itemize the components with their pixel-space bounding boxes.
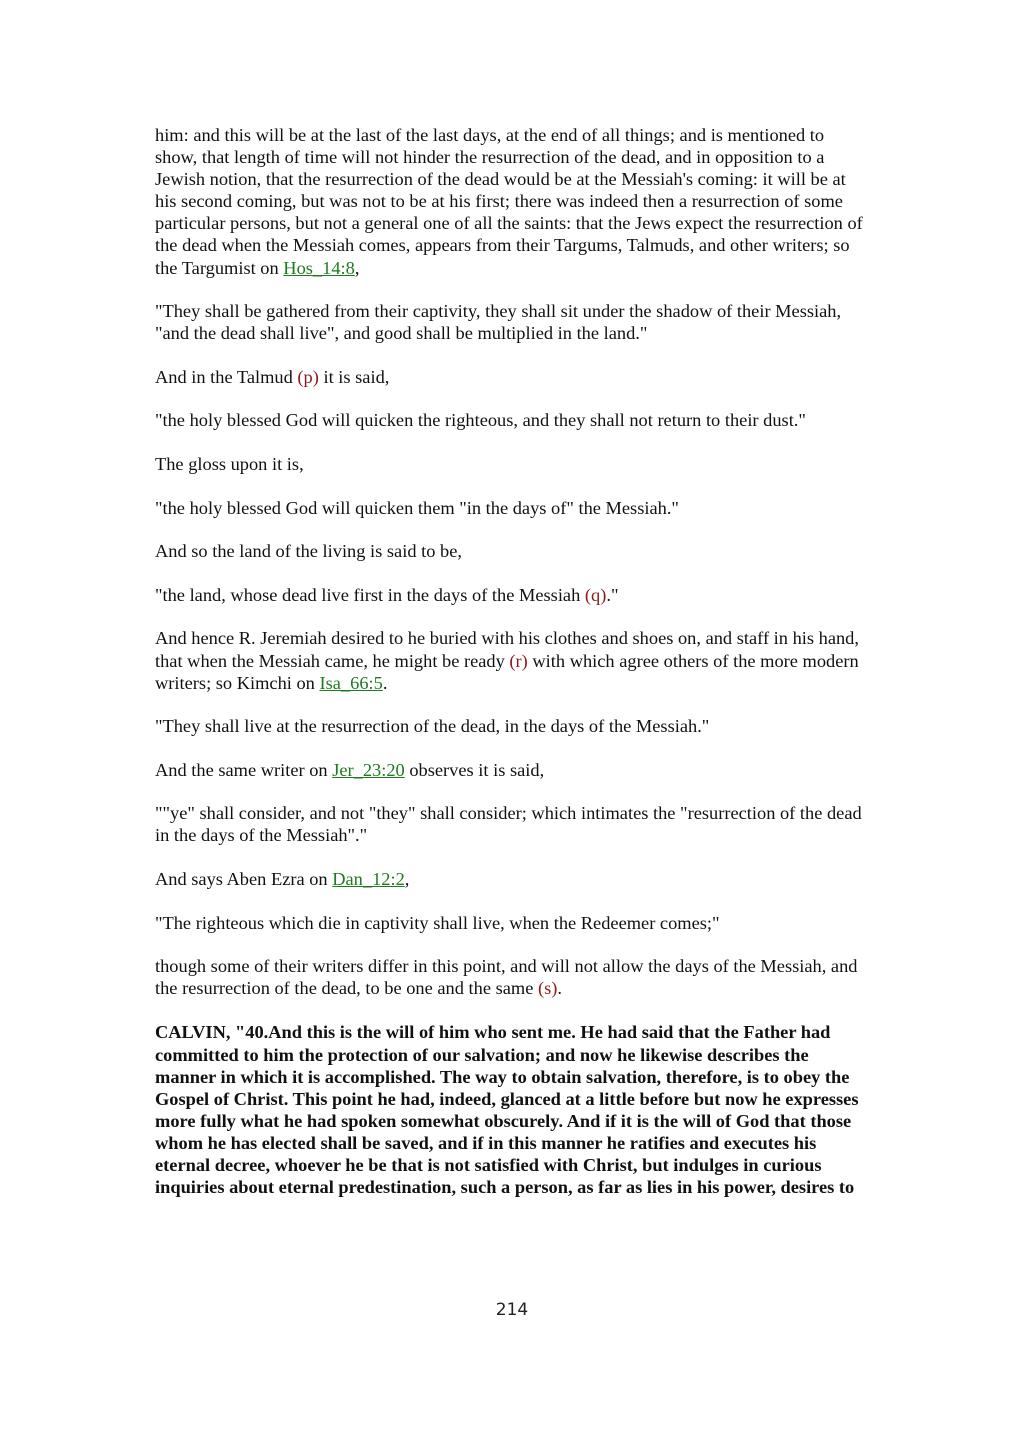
text-run: it is said,	[318, 366, 390, 387]
page-number: 214	[495, 1300, 529, 1320]
paragraph	[155, 366, 867, 388]
paragraph	[155, 912, 867, 934]
paragraph	[155, 300, 867, 344]
isa-66-5-link[interactable]: Isa_66:5	[319, 672, 383, 693]
paragraph	[155, 584, 867, 606]
text-run: "the holy blessed God will quicken them "in the days of" the Messiah."	[155, 497, 679, 518]
paragraph	[155, 124, 867, 279]
paragraph	[155, 497, 867, 519]
footnote-r: (r)	[509, 650, 528, 671]
text-run: though some of their writers differ in this point, and will not allow the days of the Messiah, and the resurrection of the dead, to be one and the same	[155, 956, 858, 999]
text-run: .	[382, 672, 388, 693]
text-run: "They shall live at the resurrection of the dead, in the days of the Messiah."	[155, 716, 710, 737]
paragraph	[155, 759, 867, 781]
paragraph	[155, 627, 867, 693]
jer-23-20-link[interactable]: Jer_23:20	[332, 759, 405, 780]
paragraph	[155, 955, 867, 999]
calvin-commentary-paragraph	[155, 1021, 867, 1198]
text-run: with which agree others of the more modern writers; so Kimchi on	[155, 650, 859, 693]
text-run: "They shall be gathered from their captivity, they shall sit under the shadow of their Messiah, "and the dead shall live", and good shall be multiplied in the land."	[155, 301, 842, 344]
text-run: And says Aben Ezra on	[155, 869, 333, 890]
paragraph	[155, 409, 867, 431]
text-run: The gloss upon it is,	[155, 454, 304, 475]
text-run: ."	[606, 584, 619, 605]
page-body	[155, 124, 867, 1220]
paragraph	[155, 868, 867, 890]
text-run: And in the Talmud	[155, 366, 298, 387]
footnote-p: (p)	[297, 366, 319, 387]
footnote-s: (s)	[538, 978, 558, 999]
paragraph	[155, 540, 867, 562]
paragraph	[155, 802, 867, 846]
paragraph	[155, 715, 867, 737]
text-run: ""ye" shall consider, and not "they" shall consider; which intimates the "resurrection of the dead in the days of the Messiah"."	[155, 803, 862, 846]
text-run: him: and this will be at the last of the last days, at the end of all things; and is mentioned to show, that length of time will not hinder the resurrection of the dead, and in opposition to a Jewish notion, that the resurrection of the dead would be at the Messiah's coming: it will be at his second coming, but was not to be at his first; there was indeed then a resurrection of some particular persons, but not a general one of all the saints: that the Jews expect the resurrection of the dead when the Messiah comes, appears from their Targums, Talmuds, and other writers; so the Targumist on	[155, 125, 863, 278]
text-run: And hence R. Jeremiah desired to he buried with his clothes and shoes on, and staff in his hand, that when the Messiah came, he might be ready	[155, 628, 859, 671]
text-run: .	[557, 978, 563, 999]
footnote-q: (q)	[584, 584, 607, 605]
text-run: ,	[354, 257, 360, 278]
text-run: And the same writer on	[155, 759, 333, 780]
text-run: And so the land of the living is said to be,	[155, 541, 462, 562]
dan-12-2-link[interactable]: Dan_12:2	[332, 869, 405, 890]
text-run: observes it is said,	[404, 759, 545, 780]
paragraph	[155, 453, 867, 475]
hos-14-8-link[interactable]: Hos_14:8	[283, 257, 355, 278]
text-run: "the land, whose dead live first in the days of the Messiah	[155, 584, 585, 605]
text-run: "the holy blessed God will quicken the righteous, and they shall not return to their dust."	[155, 410, 806, 431]
text-run: "The righteous which die in captivity shall live, when the Redeemer comes;"	[155, 912, 720, 933]
text-run: ,	[404, 869, 410, 890]
text-run: CALVIN, "40.And this is the will of him who sent me. He had said that the Father had committed to him the protection of our salvation; and now he likewise describes the manner in which it is accomplished. The way to obtain salvation, therefore, is to obey the Gospel of Christ. This point he had, indeed, glanced at a little before but now he expresses more fully what he had spoken somewhat obscurely. And if it is the will of God that those whom he has elected shall be saved, and if in this manner he ratifies and executes his eternal decree, whoever he be that is not satisfied with Christ, but indulges in curious inquiries about eternal predestination, such a person, as far as lies in his power, desires to	[155, 1022, 859, 1198]
